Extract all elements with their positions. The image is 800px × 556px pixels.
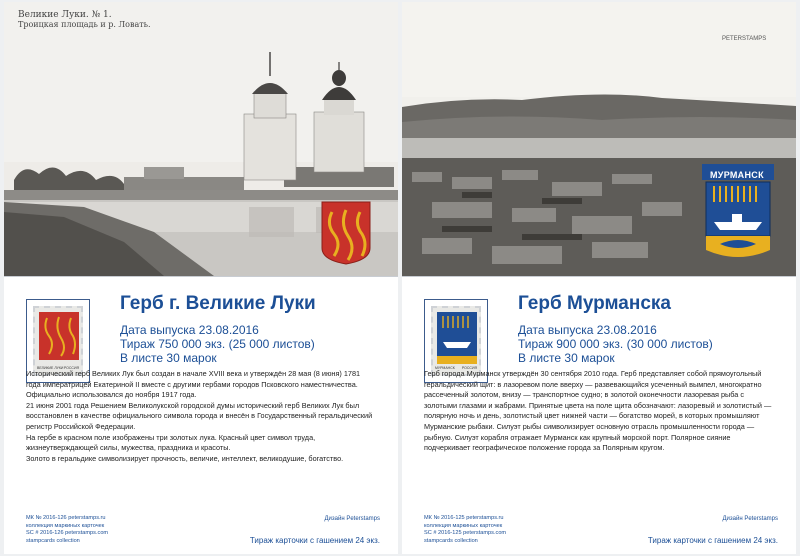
stamp-velikie-luki (33, 306, 83, 376)
catalog-line: SC # 2016-125 peterstamps.com (424, 530, 507, 536)
card-description (424, 369, 774, 454)
sheet-count: В листе 30 марок (518, 351, 615, 365)
card-meta (120, 323, 315, 365)
card-info-panel (4, 276, 398, 554)
historic-photo (402, 2, 796, 276)
photo-caption-title: Великие Луки. № 1. (18, 10, 112, 20)
design-credit: Дизайн Peterstamps (722, 516, 778, 522)
historic-photo (4, 2, 398, 276)
photo-murmansk-image (402, 2, 796, 276)
stamp-country: РОССИЯ (63, 366, 79, 370)
description-paragraph: Исторический герб Великих Лук был создан в начале XVIII века и утверждён 28 мая (8 июня) 1781 года императрицей Екатериной II вместе с другими гербами городов Псковского наместничества. (26, 369, 361, 389)
sheet-count: В листе 30 марок (120, 351, 217, 365)
stamp-murmansk (431, 306, 481, 376)
cancel-edition: Тираж карточки с гашением 24 экз. (647, 536, 778, 545)
design-credit: Дизайн Peterstamps (324, 516, 380, 522)
description-paragraph: Золото в геральдике символизирует прочность, величие, интеллект, великодушие, богатство. (26, 453, 344, 463)
card-velikie-luki (4, 2, 398, 554)
stamp-label: МУРМАНСК (435, 366, 455, 370)
card-meta (518, 323, 713, 365)
description-paragraph: На гербе в красном поле изображены три золотых лука. Красный цвет символ труда, жизнеутверждающей силы, мужества, праздника и красоты. (26, 432, 316, 453)
release-date: Дата выпуска 23.08.2016 (120, 323, 259, 337)
card-title: Герб г. Великие Луки (120, 293, 316, 314)
release-date: Дата выпуска 23.08.2016 (518, 323, 657, 337)
stamp-label: ВЕЛИКИЕ ЛУКИ (37, 366, 64, 370)
murmansk-label: МУРМАНСК (710, 170, 764, 180)
catalog-line: stampcards collection (424, 537, 478, 544)
catalog-line: МК № 2016-125 peterstamps.ru (424, 515, 504, 521)
card-info-panel (402, 276, 796, 554)
catalog-line: stampcards collection (26, 537, 80, 544)
card-title: Герб Мурманска (518, 293, 671, 314)
description-paragraph: Герб города Мурманск утверждён 30 сентября 2010 года. Герб представляет собой прямоугольный геральдический щит: в лазоревом поле вверху — развевающийся усеченный вымпел, многократно рассеченный золотом, внизу — транспортное судно; в золотой оконечности лазоревая рыба с золотыми глазами и жабрами. Принятые цвета на поле щита обозначают: лазоревый и золотистый — полярную ночь и день, золотистый цвет нижней части — богатство морей, в которых промышляют Мурманские рыбаки. Силуэт рыбы символизирует основную отрасль промышленности города — рыбную. Силуэт корабля отражает Мурманск как крупный морской порт. Полярное сияние подчеркивает географическое положение города за Полярным кругом. (424, 369, 772, 453)
description-paragraph: Официально использовался до ноября 1917 года. (26, 390, 197, 400)
design-footer (250, 516, 380, 545)
photo-caption-subtitle: Троицкая площадь и р. Ловать. (18, 20, 151, 29)
coat-of-arms-velikie-luki (322, 202, 370, 264)
description-paragraph: 21 июня 2001 года Решением Великолукской городской думы исторический герб Великих Лук был восстановлен в качестве официального символа города и внесён в Государственный геральдический регистр Российской Федерации. (26, 400, 373, 431)
edition: Тираж 900 000 экз. (30 000 листов) (518, 337, 713, 351)
catalog-line: коллекция маркиных карточек (424, 522, 503, 529)
photo-velikie-luki-image (4, 2, 398, 276)
catalog-footer (424, 515, 506, 545)
stamp-country: РОССИЯ (461, 366, 477, 370)
cancel-edition: Тираж карточки с гашением 24 экз. (249, 536, 380, 545)
design-footer (648, 516, 778, 545)
peterstamps-logo: PETERSTAMPS (722, 36, 767, 42)
catalog-line: коллекция маркиных карточек (26, 522, 105, 529)
catalog-footer (26, 515, 108, 545)
catalog-line: МК № 2016-126 peterstamps.ru (26, 515, 106, 521)
photo-caption (18, 10, 151, 30)
catalog-line: SC # 2016-126 peterstamps.com (26, 530, 109, 536)
card-murmansk (402, 2, 796, 554)
card-description (26, 369, 376, 464)
edition: Тираж 750 000 экз. (25 000 листов) (120, 337, 315, 351)
